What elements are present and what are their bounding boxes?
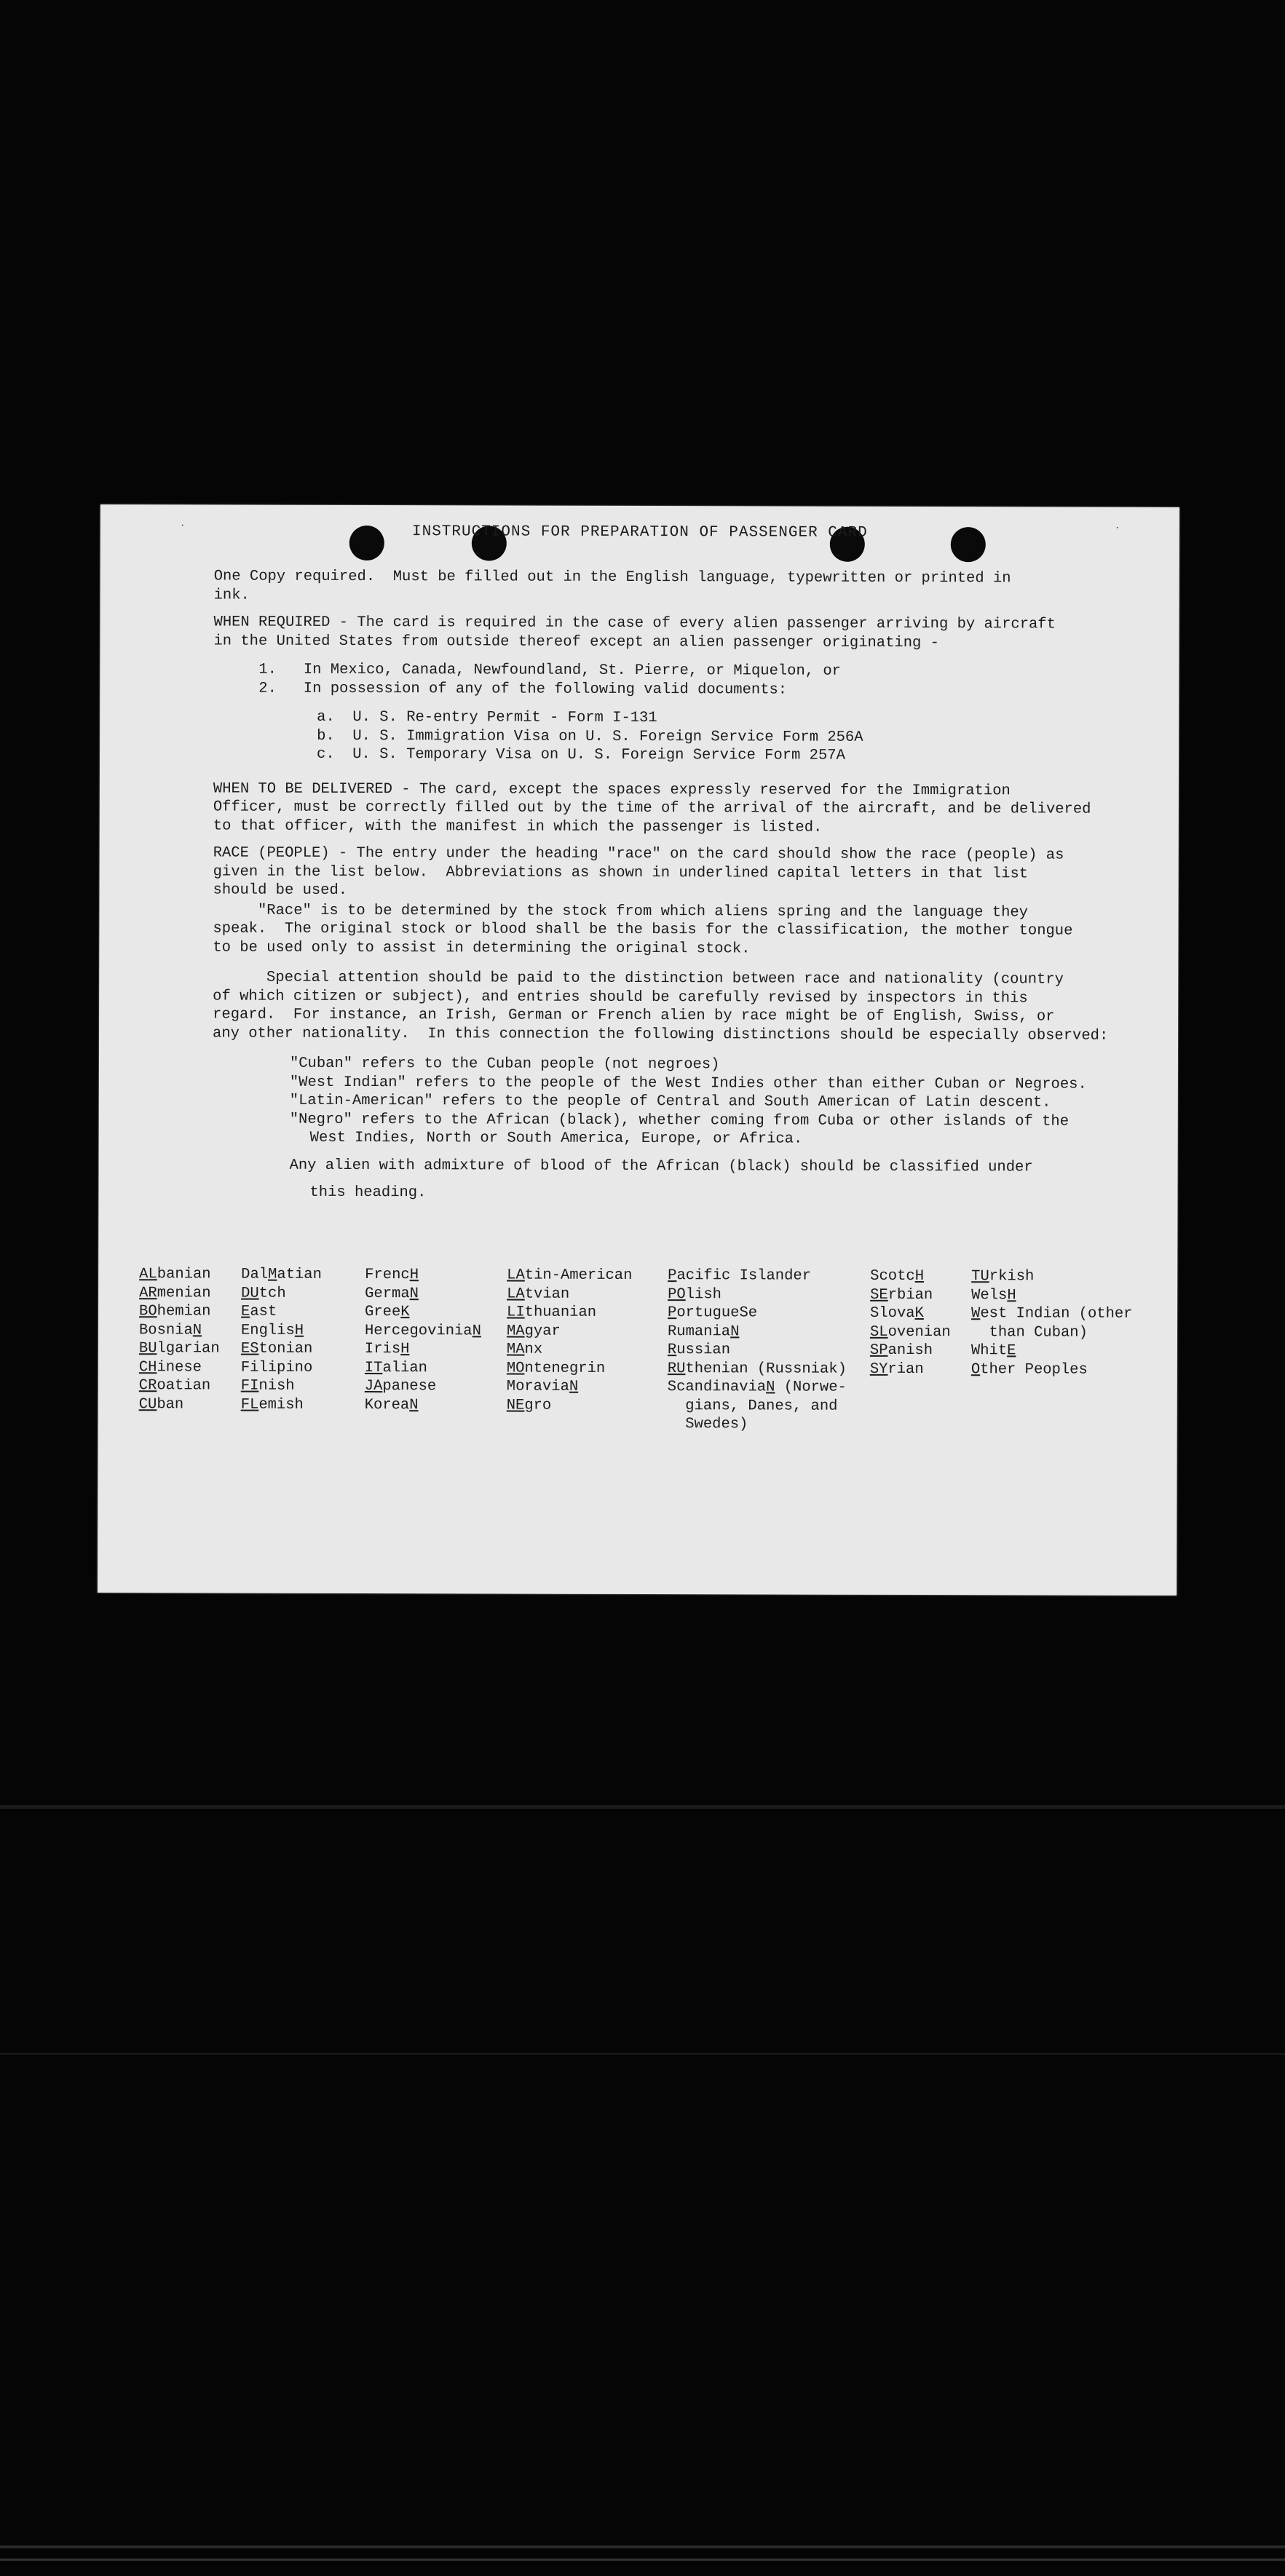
race-entry [668,1341,847,1360]
race-name-text: (Norwe- [775,1379,847,1396]
race-name-text: panese [382,1378,437,1395]
abbreviation: IT [364,1359,383,1376]
race-name-text: Moravia [506,1378,569,1395]
abbreviation: CR [138,1377,157,1395]
abbreviation: MA [506,1341,525,1358]
abbreviation: FI [240,1377,259,1395]
race-column [870,1267,951,1379]
abbreviation: MO [506,1360,525,1377]
admixture-note: Any alien with admixture of blood of the African (black) should be classified under [289,1157,1033,1176]
race-entry [241,1340,322,1359]
race-name-text: Englis [240,1322,295,1339]
race-name-text: Rumania [667,1323,731,1340]
abbreviation: R [667,1341,677,1359]
document-title: INSTRUCTIONS FOR PREPARATION OF PASSENGER CARD [411,523,868,542]
race-entry [139,1358,220,1377]
race-entry [241,1321,322,1340]
race-entry [507,1341,632,1360]
race-name-text: ast [250,1303,286,1320]
abbreviation: LA [507,1285,525,1303]
race-entry [870,1360,951,1379]
race-entry [241,1266,322,1285]
race-entry [365,1377,481,1396]
distinction-continuation: West Indies, North or South America, Europe, or Africa. [309,1129,803,1148]
abbreviation: BU [138,1340,157,1358]
race-column [971,1267,1133,1379]
race-entry [365,1340,481,1359]
abbreviation: DU [241,1285,259,1302]
race-entry [241,1395,322,1414]
race-entry [668,1360,847,1379]
race-name-text: lish [685,1285,721,1303]
background-band [0,2545,1285,2548]
race-entry [870,1267,951,1286]
race-entry [971,1267,1133,1286]
race-entry [870,1341,951,1360]
race-entry [241,1358,322,1377]
race-entry [365,1285,481,1304]
race-entry [507,1304,632,1323]
scan-mark: ˙ [1113,526,1121,539]
lettered-item: b. U. S. Immigration Visa on U. S. Foreign Service Form 256A [317,727,863,746]
race-name-text: Gree [365,1304,401,1321]
race-column [241,1266,322,1414]
race-name-text: Scandinavia [667,1379,767,1396]
abbreviation: N [409,1285,419,1302]
race-name-text: tvian [524,1285,570,1303]
race-entry [668,1323,847,1341]
distinction-item: "Negro" refers to the African (black), whether coming from Cuba or other islands of the [289,1111,1069,1130]
abbreviation: N [730,1323,740,1340]
race-name-text: gyar [524,1323,561,1340]
race-name-text: than Cuban) [970,1323,1088,1341]
race-name-text: nx [524,1341,543,1358]
race-name-text: atian [277,1266,322,1283]
abbreviation: SY [869,1360,888,1378]
race-name-text: Dal [241,1266,269,1283]
race-name-text: Scotc [870,1267,915,1285]
race-name-text: Germa [365,1285,410,1302]
race-entry [507,1396,632,1415]
race-definition-paragraph: "Race" is to be determined by the stock from which aliens spring and the language they speak. The original stock or blood shall be the basis for the classification, the mother tongue to be used only to assist in determining the original stock. [213,901,1073,957]
race-entry [241,1303,322,1322]
race-entry [870,1304,951,1323]
race-entry [971,1341,1133,1360]
race-name-text: thuanian [524,1304,597,1321]
race-name-text: acific Islander [676,1267,812,1285]
distinction-item: "Cuban" refers to the Cuban people (not negroes) [289,1055,720,1074]
lettered-list [213,708,1160,766]
abbreviation: NE [506,1397,525,1414]
race-entry [971,1360,1133,1379]
race-entry [668,1304,847,1323]
race-name-text: ther Peoples [980,1360,1088,1379]
race-name-text: tch [258,1285,286,1302]
lettered-item: a. U. S. Re-entry Permit - Form I-131 [317,708,657,727]
abbreviation: RU [667,1360,686,1377]
race-name-text: ovenian [887,1323,951,1341]
abbreviation: BO [139,1303,157,1320]
race-name-text: ntenegrin [524,1360,606,1377]
race-people-paragraph: RACE (PEOPLE) - The entry under the heading "race" on the card should show the race (people) as given in the list below. Abbreviations as shown in underlined capital letters in that list should be used. [213,844,1064,899]
race-column [365,1266,481,1414]
numbered-item: 2. In possession of any of the following valid documents: [258,680,788,699]
lettered-item: c. U. S. Temporary Visa on U. S. Foreign Service Form 257A [317,745,845,764]
abbreviation: E [1007,1342,1016,1360]
race-name-text: inese [157,1358,202,1376]
race-entry [139,1284,220,1303]
race-entry [365,1359,481,1378]
distinctions-list [213,1054,1159,1130]
race-name-text: Bosnia [138,1321,193,1339]
race-name-text: alian [382,1359,428,1376]
race-entry [139,1376,220,1395]
race-entry [870,1323,951,1341]
race-name-text: oatian [157,1377,211,1395]
race-column [139,1265,220,1414]
race-entry [365,1303,481,1322]
abbreviation: PO [668,1285,686,1303]
race-name-text: menian [157,1284,211,1301]
background-band [0,2053,1285,2055]
abbreviation: SL [869,1323,888,1341]
race-entry [971,1323,1133,1342]
race-name-text: Hercegovinia [364,1322,473,1339]
background-band [0,1805,1285,1809]
race-entry [365,1396,481,1415]
abbreviation: MA [506,1323,525,1340]
race-column [668,1267,847,1434]
abbreviation: H [1007,1286,1016,1304]
race-name-text: lgarian [157,1340,220,1358]
race-entry [668,1415,847,1434]
race-entry [139,1265,220,1284]
abbreviation: H [400,1341,410,1358]
abbreviation: P [668,1304,677,1322]
race-name-text: Slova [870,1304,915,1322]
numbered-item: 1. In Mexico, Canada, Newfoundland, St. Pierre, or Miquelon, or [258,661,842,680]
race-entry [668,1285,847,1304]
admixture-continuation: this heading. [309,1184,427,1202]
abbreviation: SE [870,1286,888,1304]
intro-paragraph: One Copy required. Must be filled out in the English language, typewritten or printed in ink. [213,568,1011,604]
abbreviation: W [971,1305,981,1323]
abbreviation: H [409,1267,419,1284]
race-entry [507,1267,632,1285]
race-name-text: emish [258,1396,304,1414]
special-attention-paragraph: Special attention should be paid to the distinction between race and nationality (country of which citizen or subject), and entries should be carefully revised by inspectors in this regard. For instance, an Irish, German or French alien by race might be of English, Swiss, or any other nationality. In this connection the following distinctions should be especially observed: [213,969,1109,1045]
abbreviation: P [668,1267,677,1285]
race-name-text: Frenc [365,1267,410,1284]
race-name-text: ban [157,1395,184,1413]
abbreviation: JA [364,1378,383,1395]
race-name-text: est Indian (other [980,1305,1133,1323]
race-entry [241,1377,322,1396]
abbreviation: SP [869,1341,888,1359]
abbreviation: K [914,1304,924,1323]
race-entry [507,1322,632,1341]
race-entry [507,1359,632,1378]
abbreviation: O [970,1360,981,1378]
when-delivered-paragraph: WHEN TO BE DELIVERED - The card, except the spaces expressly reserved for the Immigration Officer, must be correctly filled out by the time of the arrival of the aircraft, and be delivered to that officer, with the manifest in which the passenger is listed. [213,780,1091,836]
abbreviation: K [400,1304,410,1321]
race-entry [507,1285,632,1304]
race-name-text: ortugueSe [676,1304,758,1322]
race-entry [507,1378,632,1397]
race-entry [241,1284,322,1303]
race-name-text: Filipino [240,1359,313,1376]
race-name-text: banian [157,1266,211,1283]
race-entry [668,1267,847,1285]
distinction-item: "West Indian" refers to the people of the West Indies other than either Cuban or Negroes. [289,1074,1087,1093]
abbreviation: H [914,1267,925,1285]
race-name-text: tin-American [524,1267,633,1284]
race-name-text: gro [524,1397,552,1414]
abbreviation: LI [507,1304,525,1321]
abbreviation: FL [240,1396,259,1414]
race-entry [139,1395,220,1414]
scanned-document-page [98,504,1179,1596]
race-entry [668,1378,847,1397]
race-entry [971,1286,1133,1305]
abbreviation: CU [138,1395,157,1413]
abbreviation: N [569,1378,579,1395]
abbreviation: N [472,1322,481,1339]
race-name-text: ussian [676,1341,731,1359]
race-name-text: tonian [258,1340,313,1358]
race-entry [139,1302,220,1321]
abbreviation: CH [138,1358,157,1376]
race-name-text: nish [258,1377,295,1395]
race-name-text: Whit [970,1342,1008,1360]
race-entry [139,1339,220,1358]
abbreviation: N [409,1396,419,1414]
race-entry [870,1285,951,1304]
abbreviation: TU [971,1268,989,1285]
race-entry [139,1321,220,1340]
abbreviation: ES [240,1340,259,1358]
race-name-text: hemian [157,1303,211,1320]
race-name-text: anish [887,1341,933,1360]
race-entry [668,1397,847,1416]
scan-mark: ˙ [178,523,186,537]
race-name-text: thenian (Russniak) [685,1360,847,1378]
abbreviation: H [294,1322,304,1339]
race-name-text: Korea [364,1396,410,1414]
race-name-text: gians, Danes, and [667,1397,838,1415]
abbreviation: N [192,1321,202,1339]
race-name-text: rbian [887,1286,933,1304]
race-entry [365,1322,481,1341]
instructions-body [212,567,1160,1213]
abbreviation: N [766,1379,775,1396]
abbreviation: M [268,1266,277,1283]
abbreviation: LA [507,1267,525,1284]
race-name-text: Wels [971,1286,1008,1304]
when-required-paragraph: WHEN REQUIRED - The card is required in the case of every alien passenger arriving by aircraft in the United States from outside thereof except an alien passenger originating - [213,614,1056,651]
race-entry [971,1304,1133,1323]
race-entry [365,1266,481,1285]
numbered-list [213,660,1160,700]
race-name-text: Iris [364,1341,401,1358]
abbreviation: AL [139,1266,157,1283]
abbreviation: E [241,1303,250,1320]
background-band [0,2559,1285,2561]
race-name-text: rkish [989,1268,1035,1285]
distinction-item: "Latin-American" refers to the people of Central and South American of Latin descent. [289,1092,1051,1111]
abbreviation: AR [139,1284,157,1301]
race-name-text: rian [887,1360,924,1378]
race-column [507,1267,633,1415]
race-name-text: Swedes) [667,1416,748,1433]
